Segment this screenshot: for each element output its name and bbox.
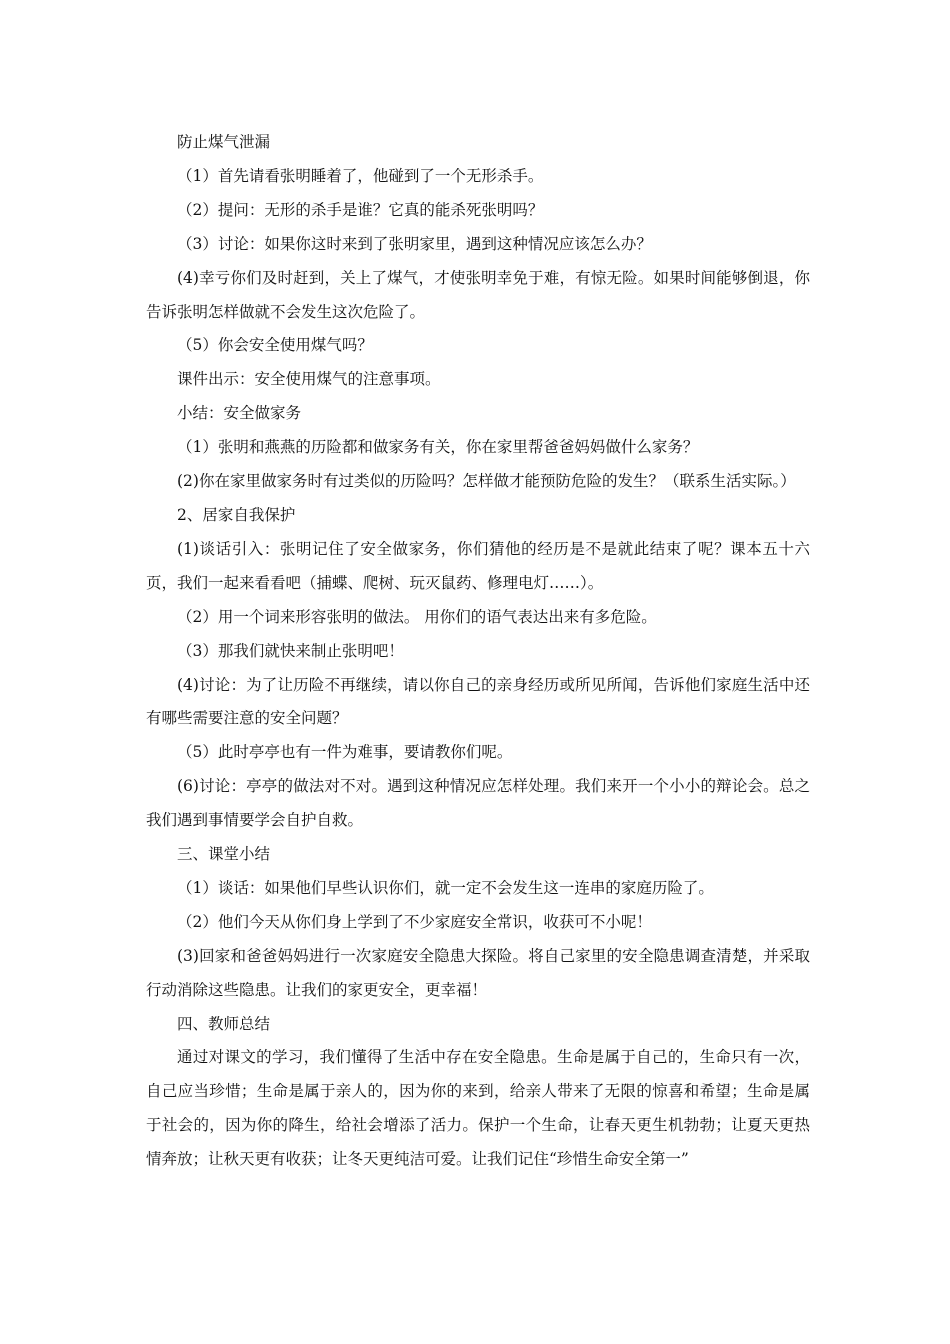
section-heading-gas-leak: 防止煤气泄漏 <box>177 133 271 151</box>
section-heading-home-protection: 2、居家自我保护 <box>177 505 296 524</box>
paragraph: （2）他们今天从你们身上学到了不少家庭安全常识，收获可不小呢！ <box>177 912 652 931</box>
paragraph: (3)回家和爸爸妈妈进行一次家庭安全隐患大探险。将自己家里的安全隐患调查清楚，并采取行动消除这些隐患。让我们的家更安全，更幸福！ <box>146 946 810 999</box>
paragraph: (4)讨论：为了让历险不再继续，请以你自己的亲身经历或所见所闻，告诉他们家庭生活中还有哪些需要注意的安全问题？ <box>146 675 810 728</box>
section-heading-teacher-summary: 四、教师总结 <box>177 1014 271 1033</box>
paragraph: (4)幸亏你们及时赶到，关上了煤气，才使张明幸免于难，有惊无险。如果时间能够倒退，你告诉张明怎样做就不会发生这次危险了。 <box>146 268 810 321</box>
paragraph: （5）此时亭亭也有一件为难事，要请教你们呢。 <box>177 743 513 762</box>
paragraph: 课件出示：安全使用煤气的注意事项。 <box>177 370 441 389</box>
paragraph: （2）用一个词来形容张明的做法。 用你们的语气表达出来有多危险。 <box>177 607 657 626</box>
section-heading-class-summary: 三、课堂小结 <box>177 845 271 864</box>
paragraph: （2）提问：无形的杀手是谁？它真的能杀死张明吗？ <box>177 200 544 219</box>
section-heading-summary: 小结：安全做家务 <box>177 404 302 423</box>
paragraph: (6)讨论：亭亭的做法对不对。遇到这种情况应怎样处理。我们来开一个小小的辩论会。总之我们遇到事情要学会自护自救。 <box>146 777 810 830</box>
paragraph: (1)谈话引入：张明记住了安全做家务，你们猜他的经历是不是就此结束了呢？课本五十六页，我们一起来看看吧（捕蝶、爬树、玩灭鼠药、修理电灯……）。 <box>146 539 810 592</box>
paragraph: （1）首先请看张明睡着了，他碰到了一个无形杀手。 <box>177 166 544 185</box>
paragraph: （1）张明和燕燕的历险都和做家务有关，你在家里帮爸爸妈妈做什么家务？ <box>177 438 699 457</box>
paragraph: （5）你会安全使用煤气吗？ <box>177 336 373 355</box>
paragraph: (2)你在家里做家务时有过类似的历险吗？怎样做才能预防危险的发生？（联系生活实际。） <box>177 472 796 491</box>
paragraph: 通过对课文的学习，我们懂得了生活中存在安全隐患。生命是属于自己的，生命只有一次，自己应当珍惜；生命是属于亲人的，因为你的来到，给亲人带来了无限的惊喜和希望；生命是属于社会的，因为你的降生，给社会增添了活力。保护一个生命，让春天更生机勃勃；让夏天更热情奔放；让秋天更有收获；让冬天更纯洁可爱。让我们记住“珍惜生命安全第一” <box>146 1048 810 1169</box>
paragraph: （3）那我们就快来制止张明吧！ <box>177 641 404 660</box>
document-body <box>146 126 810 1177</box>
paragraph: （1）谈话：如果他们早些认识你们，就一定不会发生这一连串的家庭历险了。 <box>177 878 714 897</box>
paragraph: （3）讨论：如果你这时来到了张明家里，遇到这种情况应该怎么办？ <box>177 234 652 253</box>
